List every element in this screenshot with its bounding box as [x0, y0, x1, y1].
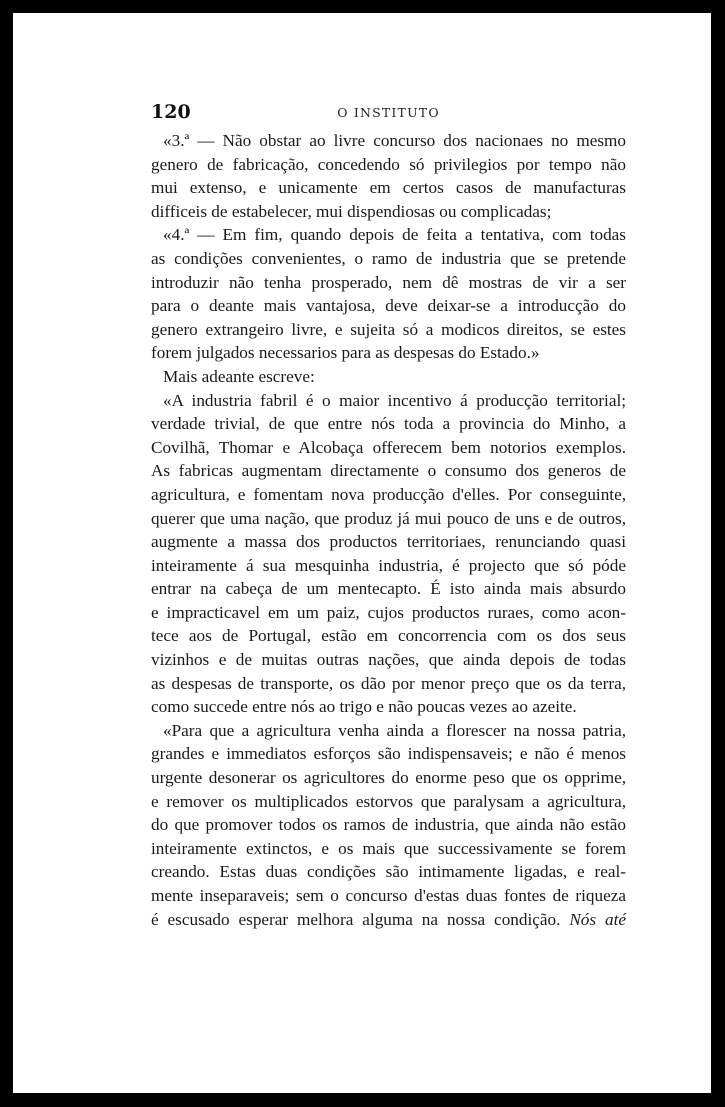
running-title: O INSTITUTO — [337, 105, 440, 120]
text-line: verdade trivial, de que entre nós toda a provincia do Minho, a — [151, 414, 626, 434]
text-line: Covilhã, Thomar e Alcobaça offerecem bem notorios exemplos. — [151, 437, 626, 457]
text-line: Mais adeante escreve: — [163, 366, 315, 386]
text-line: «4.ª — Em fim, quando depois de feita a tentativa, com todas — [163, 225, 626, 245]
text-line: inteiramente extinctos, e os mais que successivamente se forem — [151, 838, 626, 858]
body-text — [151, 129, 626, 931]
text-line: do que promover todos os ramos de industria, que ainda não estão — [151, 815, 626, 835]
text-line: as despesas de transporte, os dão por menor preço que os da terra, — [151, 673, 626, 693]
text-line: mui extenso, e unicamente em certos casos de manufacturas — [151, 178, 626, 198]
text-line: urgente desonerar os agricultores do enorme peso que os opprime, — [151, 768, 626, 788]
text-line: mente inseparaveis; sem o concurso d'estas duas fontes de riqueza — [151, 886, 626, 905]
text-line: querer que uma nação, que produz já mui pouco de uns e de outros, — [151, 508, 626, 528]
text-line: augmente a massa dos productos territoriaes, renunciando quasi — [151, 532, 626, 552]
text-line: inteiramente á sua mesquinha industria, é projecto que só póde — [151, 555, 626, 575]
text-line: vizinhos e de muitas outras nações, que ainda depois de todas — [151, 650, 626, 670]
text-line: «Para que a agricultura venha ainda a florescer na nossa patria, — [163, 720, 626, 740]
text-line: e impracticavel em um paiz, cujos productos ruraes, como acon- — [151, 602, 626, 622]
text-line: como succede entre nós ao trigo e não poucas vezes ao azeite. — [151, 697, 577, 717]
italic-phrase: Nós até — [569, 909, 626, 929]
text-line: e remover os multiplicados estorvos que paralysam a agricultura, — [151, 791, 626, 811]
text-line: grandes e immediatos esforços são indispensaveis; e não é menos — [151, 744, 626, 764]
page-number: 120 — [151, 101, 191, 123]
text-line: genero de fabricação, concedendo só privilegios por tempo não — [151, 154, 626, 174]
book-page — [12, 12, 712, 1094]
text-line: As fabricas augmentam directamente o consumo dos generos de — [151, 461, 626, 481]
text-line: genero extrangeiro livre, e sujeita só a modicos direitos, se estes — [151, 319, 626, 339]
text-line: para o deante mais vantajosa, deve deixar-se a introducção do — [151, 296, 626, 316]
text-line: creando. Estas duas condições são intimamente ligadas, e real- — [151, 862, 626, 882]
text-line: entrar na cabeça de um mentecapto. É isto ainda mais absurdo — [151, 579, 626, 599]
text-line: difficeis de estabelecer, mui dispendiosas ou complicadas; — [151, 201, 552, 221]
final-line-text: é escusado esperar melhora alguma na nossa condição. — [151, 909, 561, 929]
text-line: agricultura, e fomentam nova producção d'elles. Por conseguinte, — [151, 484, 626, 504]
text-line: «A industria fabril é o maior incentivo á producção territorial; — [163, 390, 626, 410]
text-line: «3.ª — Não obstar ao livre concurso dos nacionaes no mesmo — [163, 131, 626, 150]
text-line: tece aos de Portugal, estão em concorrencia com os dos seus — [151, 626, 626, 646]
text-line: forem julgados necessarios para as despesas do Estado.» — [151, 343, 540, 363]
text-line: introduzir não tenha prosperado, nem dê mostras de vir a ser — [151, 272, 626, 292]
text-line-final — [151, 908, 626, 932]
page-header — [151, 101, 626, 125]
text-line: as condições convenientes, o ramo de industria que se pretende — [151, 248, 626, 268]
